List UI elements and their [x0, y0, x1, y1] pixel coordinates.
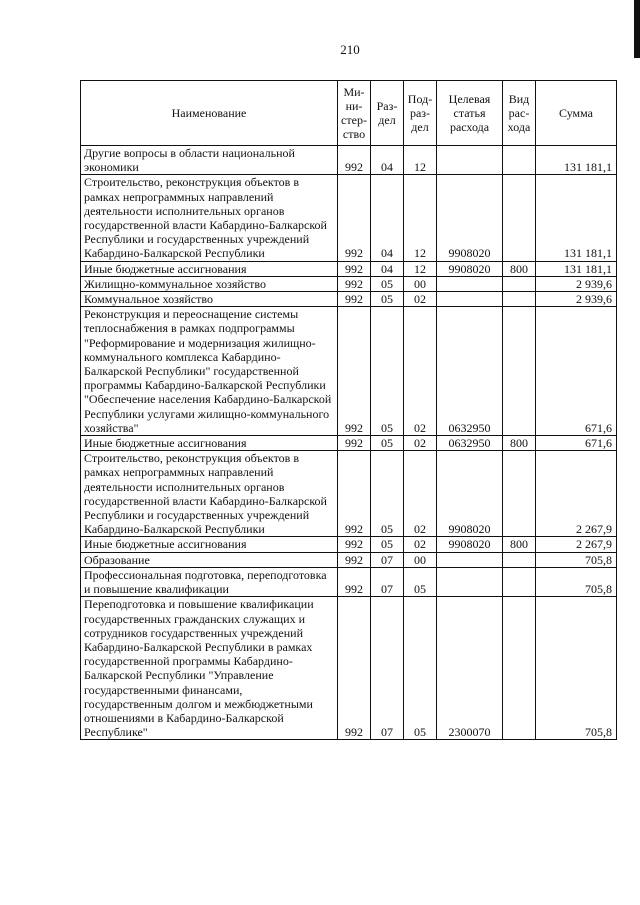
budget-table	[80, 80, 617, 740]
cell-name: Жилищно-коммунальное хозяйство	[81, 276, 338, 291]
cell-name: Другие вопросы в области национальной экономики	[81, 146, 338, 175]
page-edge-mark	[634, 0, 640, 58]
cell-ministry: 992	[338, 537, 371, 552]
cell-ministry: 992	[338, 552, 371, 567]
cell-ministry: 992	[338, 307, 371, 436]
cell-name: Коммунальное хозяйство	[81, 292, 338, 307]
cell-subsection: 12	[404, 146, 437, 175]
cell-sum: 2 939,6	[536, 276, 617, 291]
header-ministry: Ми- ни- стер- ство	[338, 81, 371, 146]
cell-ministry: 992	[338, 292, 371, 307]
header-name: Наименование	[81, 81, 338, 146]
cell-section: 04	[371, 175, 404, 261]
table-row	[81, 175, 617, 261]
cell-name: Иные бюджетные ассигнования	[81, 537, 338, 552]
cell-section: 07	[371, 567, 404, 596]
table-row	[81, 307, 617, 436]
cell-name: Профессиональная подготовка, переподготовка и повышение квалификации	[81, 567, 338, 596]
cell-sum: 2 267,9	[536, 451, 617, 537]
cell-type: 800	[503, 261, 536, 276]
cell-ministry: 992	[338, 567, 371, 596]
cell-type	[503, 292, 536, 307]
table-row	[81, 146, 617, 175]
header-type: Вид рас- хода	[503, 81, 536, 146]
cell-sum: 705,8	[536, 567, 617, 596]
table-row	[81, 436, 617, 451]
cell-sum: 671,6	[536, 436, 617, 451]
cell-name: Строительство, реконструкция объектов в рамках непрограммных направлений деятельности исполнительных органов государственной власти Кабардино-Балкарской Республики и государственных учреждений Кабардино-Балкарской Республики	[81, 451, 338, 537]
cell-target	[437, 552, 503, 567]
cell-type	[503, 597, 536, 740]
cell-section: 05	[371, 276, 404, 291]
cell-name: Строительство, реконструкция объектов в рамках непрограммных направлений деятельности исполнительных органов государственной власти Кабардино-Балкарской Республики и государственных учреждений Кабардино-Балкарской Республики	[81, 175, 338, 261]
cell-target	[437, 146, 503, 175]
cell-ministry: 992	[338, 261, 371, 276]
table-row	[81, 552, 617, 567]
table-row	[81, 292, 617, 307]
cell-sum: 2 939,6	[536, 292, 617, 307]
cell-subsection: 02	[404, 307, 437, 436]
cell-subsection: 05	[404, 567, 437, 596]
cell-subsection: 02	[404, 436, 437, 451]
cell-section: 04	[371, 261, 404, 276]
cell-sum: 2 267,9	[536, 537, 617, 552]
header-target: Целевая статья расхода	[437, 81, 503, 146]
cell-target	[437, 276, 503, 291]
cell-subsection: 00	[404, 276, 437, 291]
cell-target	[437, 567, 503, 596]
cell-type	[503, 175, 536, 261]
cell-target: 0632950	[437, 436, 503, 451]
cell-subsection: 02	[404, 292, 437, 307]
cell-section: 05	[371, 292, 404, 307]
cell-target: 0632950	[437, 307, 503, 436]
header-subsection: Под- раз- дел	[404, 81, 437, 146]
cell-subsection: 12	[404, 175, 437, 261]
table-header-row	[81, 81, 617, 146]
cell-target: 2300070	[437, 597, 503, 740]
cell-type: 800	[503, 436, 536, 451]
cell-name: Иные бюджетные ассигнования	[81, 261, 338, 276]
cell-sum: 131 181,1	[536, 175, 617, 261]
cell-ministry: 992	[338, 146, 371, 175]
cell-ministry: 992	[338, 276, 371, 291]
table-row	[81, 451, 617, 537]
cell-section: 05	[371, 436, 404, 451]
cell-name: Переподготовка и повышение квалификации государственных гражданских служащих и сотрудников государственных учреждений Кабардино-Балкарской Республики в рамках государственной программы Кабардино-Балкарской Республики "Управление государственными финансами, государственным долгом и межбюджетными отношениями в Кабардино-Балкарской Республике"	[81, 597, 338, 740]
cell-subsection: 02	[404, 451, 437, 537]
cell-target: 9908020	[437, 261, 503, 276]
cell-sum: 131 181,1	[536, 261, 617, 276]
table-row	[81, 537, 617, 552]
cell-ministry: 992	[338, 175, 371, 261]
cell-sum: 671,6	[536, 307, 617, 436]
cell-ministry: 992	[338, 436, 371, 451]
cell-type	[503, 567, 536, 596]
cell-sum: 705,8	[536, 597, 617, 740]
cell-section: 07	[371, 597, 404, 740]
cell-name: Образование	[81, 552, 338, 567]
table-body	[81, 146, 617, 740]
cell-type	[503, 146, 536, 175]
cell-type	[503, 276, 536, 291]
header-section: Раз- дел	[371, 81, 404, 146]
cell-section: 05	[371, 307, 404, 436]
table-row	[81, 567, 617, 596]
table-row	[81, 261, 617, 276]
cell-section: 05	[371, 451, 404, 537]
cell-name: Реконструкция и переоснащение системы теплоснабжения в рамках подпрограммы "Реформирование и модернизация жилищно-коммунального комплекса Кабардино-Балкарской Республики" государственной программы Кабардино-Балкарской Республики "Обеспечение населения Кабардино-Балкарской Республики услугами жилищно-коммунального хозяйства"	[81, 307, 338, 436]
cell-target	[437, 292, 503, 307]
cell-ministry: 992	[338, 451, 371, 537]
cell-subsection: 05	[404, 597, 437, 740]
cell-name: Иные бюджетные ассигнования	[81, 436, 338, 451]
cell-sum: 131 181,1	[536, 146, 617, 175]
cell-sum: 705,8	[536, 552, 617, 567]
cell-section: 04	[371, 146, 404, 175]
cell-ministry: 992	[338, 597, 371, 740]
page-number: 210	[340, 42, 360, 57]
cell-target: 9908020	[437, 175, 503, 261]
cell-section: 05	[371, 537, 404, 552]
cell-target: 9908020	[437, 537, 503, 552]
cell-section: 07	[371, 552, 404, 567]
cell-type	[503, 307, 536, 436]
cell-subsection: 12	[404, 261, 437, 276]
header-sum: Сумма	[536, 81, 617, 146]
table-row	[81, 597, 617, 740]
cell-type	[503, 451, 536, 537]
cell-subsection: 02	[404, 537, 437, 552]
cell-target: 9908020	[437, 451, 503, 537]
cell-subsection: 00	[404, 552, 437, 567]
table-row	[81, 276, 617, 291]
cell-type: 800	[503, 537, 536, 552]
cell-type	[503, 552, 536, 567]
